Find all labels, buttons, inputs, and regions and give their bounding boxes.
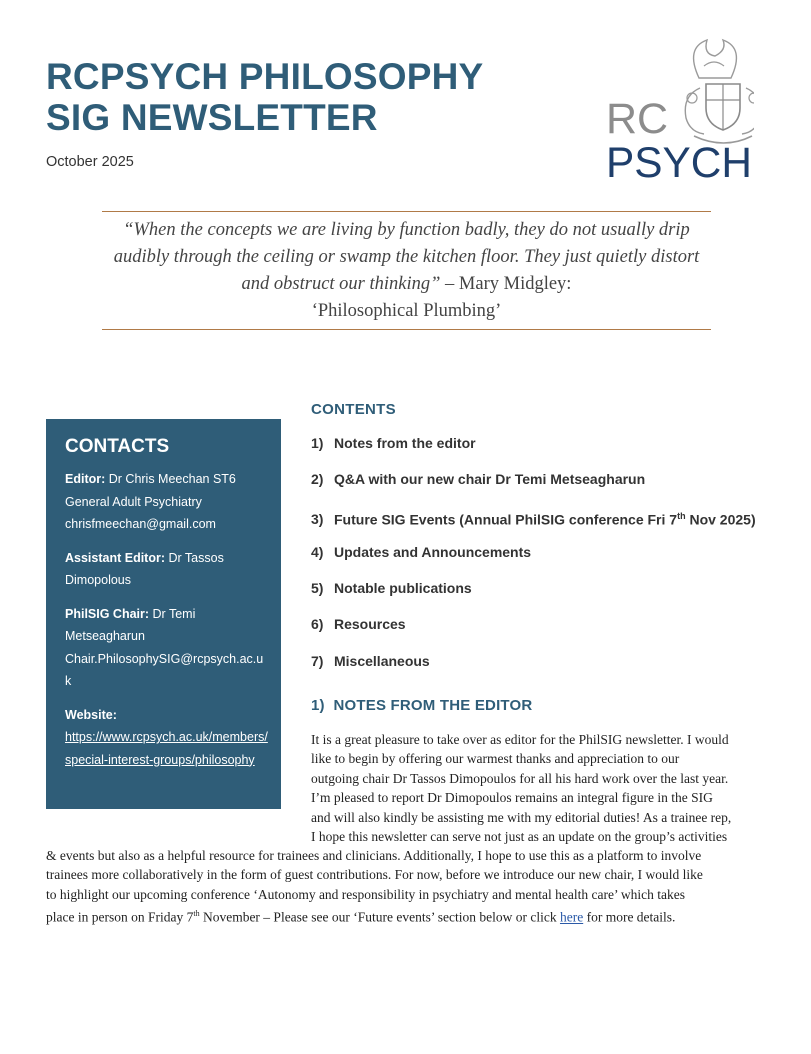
toc-num: 5) bbox=[311, 580, 324, 597]
chair-email[interactable]: Chair.PhilosophySIG@rcpsych.ac.u bbox=[65, 651, 264, 666]
toc-label: Miscellaneous bbox=[334, 652, 430, 669]
section-num: 1) bbox=[311, 697, 325, 714]
toc-label: Resources bbox=[334, 616, 406, 633]
assistant-editor-surname: Dimopolous bbox=[65, 573, 132, 587]
paragraph-line: trainees more collaboratively in the form of guest contributions. For now, before we introduce our new chair, I would like bbox=[46, 867, 703, 883]
contact-editor bbox=[65, 468, 269, 536]
toc-label-end: Nov 2025) bbox=[685, 511, 756, 528]
contact-assistant-editor bbox=[65, 547, 269, 592]
paragraph-line bbox=[46, 904, 766, 927]
rcpsych-logo bbox=[604, 38, 754, 183]
here-link[interactable]: here bbox=[559, 909, 584, 925]
toc-num: 3) bbox=[311, 511, 324, 528]
paragraph-line: & events but also as a helpful resource for trainees and clinicians. Additionally, I hope to use this as a platform to involve bbox=[46, 848, 702, 863]
quote-source: ‘Philosophical Plumbing’ bbox=[311, 301, 502, 321]
section-title: NOTES FROM THE EDITOR bbox=[333, 697, 533, 714]
editor-email[interactable]: chrisfmeechan@gmail.com bbox=[65, 517, 216, 531]
toc-num: 7) bbox=[311, 652, 324, 669]
line-text: November – Please see our ‘Future events’ section below or click bbox=[199, 909, 560, 925]
toc-num: 2) bbox=[311, 471, 324, 488]
line-text: for more details. bbox=[583, 909, 676, 925]
toc-item[interactable] bbox=[311, 469, 781, 505]
assistant-editor-name: Dr Tassos bbox=[165, 550, 224, 565]
paragraph-line: and will also kindly be assisting me with my editorial duties! As a trainee rep, bbox=[311, 809, 732, 825]
chair-surname: Metseagharun bbox=[65, 629, 145, 643]
toc-num: 6) bbox=[311, 616, 324, 633]
contact-chair bbox=[65, 603, 269, 693]
toc-item[interactable] bbox=[311, 542, 781, 578]
chair-name: Dr Temi bbox=[149, 606, 196, 621]
line-text: place in person on Friday 7 bbox=[46, 909, 194, 925]
logo-psych-text: PSYCH bbox=[606, 139, 752, 183]
newsletter-title bbox=[46, 56, 483, 138]
website-label: Website: bbox=[65, 707, 117, 722]
editor-paragraph-wide bbox=[46, 846, 766, 927]
toc-item[interactable] bbox=[311, 433, 781, 469]
chair-email-end[interactable]: k bbox=[65, 674, 72, 688]
title-line-1: RCPSYCH PHILOSOPHY bbox=[46, 56, 484, 97]
website-link-cont[interactable]: special-interest-groups/philosophy bbox=[65, 752, 255, 767]
editor-paragraph-narrow bbox=[311, 730, 781, 846]
contacts-heading: CONTACTS bbox=[65, 436, 170, 457]
toc-num: 4) bbox=[311, 543, 324, 560]
toc-label: Updates and Announcements bbox=[334, 543, 532, 560]
epigraph-quote bbox=[102, 217, 711, 325]
website-link[interactable]: https://www.rcpsych.ac.uk/members/ bbox=[65, 730, 268, 744]
quote-author: Mary Midgley: bbox=[458, 274, 572, 294]
chair-label: PhilSIG Chair: bbox=[65, 606, 150, 621]
table-of-contents bbox=[311, 433, 781, 687]
line-sup: th bbox=[193, 909, 200, 919]
issue-date: October 2025 bbox=[46, 154, 134, 170]
quote-rule-top bbox=[102, 211, 711, 212]
paragraph-line: to highlight our upcoming conference ‘Autonomy and responsibility in psychiatry and mental health care’ which takes bbox=[46, 886, 685, 902]
paragraph-line: It is a great pleasure to take over as editor for the PhilSIG newsletter. I would bbox=[311, 732, 729, 747]
editor-name: Dr Chris Meechan ST6 bbox=[105, 472, 236, 486]
editor-section-heading bbox=[311, 697, 532, 714]
toc-item[interactable] bbox=[311, 614, 781, 650]
toc-item[interactable] bbox=[311, 651, 781, 687]
coat-of-arms-icon bbox=[685, 40, 754, 143]
paragraph-line: like to begin by offering our warmest thanks and appreciation to our bbox=[311, 751, 680, 767]
toc-item[interactable] bbox=[311, 578, 781, 614]
assistant-editor-label: Assistant Editor: bbox=[65, 550, 166, 565]
contacts-box bbox=[46, 419, 281, 809]
toc-item[interactable] bbox=[311, 506, 781, 542]
title-line-2: SIG NEWSLETTER bbox=[46, 97, 378, 138]
quote-rule-bottom bbox=[102, 329, 711, 330]
editor-role: General Adult Psychiatry bbox=[65, 494, 202, 509]
toc-label-sup: th bbox=[677, 510, 686, 521]
toc-label: Future SIG Events (Annual PhilSIG conference Fri 7 bbox=[334, 511, 678, 528]
contents-heading: CONTENTS bbox=[311, 401, 396, 418]
toc-label: Notable publications bbox=[334, 580, 472, 597]
quote-dash: – bbox=[440, 274, 459, 294]
toc-label: Notes from the editor bbox=[334, 435, 476, 451]
paragraph-line: I’m pleased to report Dr Dimopoulos remains an integral figure in the SIG bbox=[311, 790, 713, 806]
contact-website bbox=[65, 704, 269, 772]
toc-label: Q&A with our new chair Dr Temi Metseagharun bbox=[334, 471, 646, 488]
quote-text: “When the concepts we are living by function badly, they do not usually drip audibly through the ceiling or swamp the kitchen floor. They just quietly distort and obstruct our thinking” bbox=[113, 220, 700, 294]
logo-rc-text: RC bbox=[606, 95, 669, 143]
paragraph-line: outgoing chair Dr Tassos Dimopoulos for all his hard work over the last year. bbox=[311, 770, 729, 786]
paragraph-line: I hope this newsletter can serve not just as an update on the group’s activities bbox=[311, 829, 728, 845]
editor-label: Editor: bbox=[65, 472, 106, 486]
toc-num: 1) bbox=[311, 435, 324, 451]
